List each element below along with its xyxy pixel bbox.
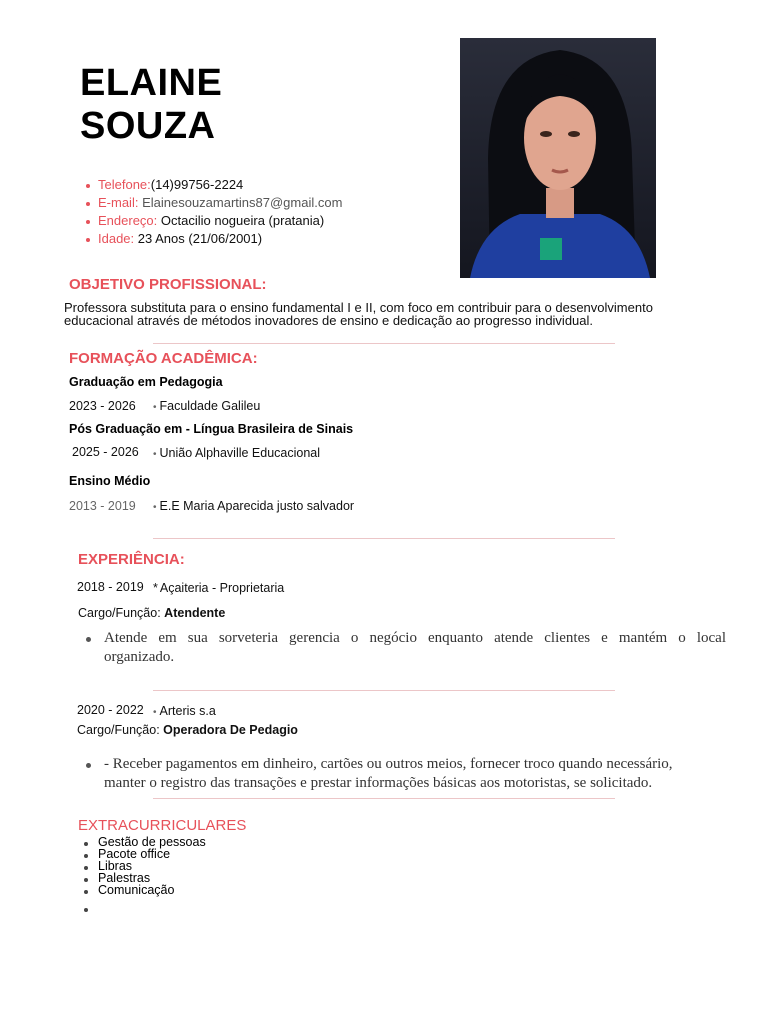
age-value: 23 Anos (21/06/2001) — [137, 231, 263, 246]
address-value: Octacilio nogueira (pratania) — [160, 213, 325, 228]
job-description — [86, 629, 726, 667]
objective-line-1: Professora substituta para o ensino fundamental I e II, com foco em contribuir para o desenvolvimento — [64, 300, 653, 315]
description-item — [86, 629, 726, 667]
extracurricular-title: EXTRACURRICULARES — [78, 817, 247, 834]
phone-value: (14)99756-2224 — [150, 177, 244, 192]
contact-email — [86, 194, 342, 212]
age-label: Idade: — [98, 231, 135, 246]
objective-line-2: educacional através de métodos inovadores de ensino e dedicação ao progresso individual. — [64, 313, 594, 328]
role-value: Atendente — [164, 606, 226, 620]
education-course: Graduação em Pedagogia — [69, 375, 223, 389]
asterisk-marker: * — [153, 581, 158, 595]
extracurricular-list — [84, 836, 206, 914]
job-description — [86, 755, 726, 793]
job-company: * Açaiteria - Proprietaria — [153, 581, 285, 595]
job-period: 2018 - 2019 — [77, 580, 144, 594]
education-period: 2023 - 2026 — [69, 399, 136, 413]
email-value: Elainesouzamartins87@gmail.com — [142, 195, 343, 210]
contact-age — [86, 230, 342, 248]
education-institution: • Faculdade Galileu — [153, 399, 260, 413]
divider — [153, 538, 615, 539]
address-label: Endereço: — [98, 213, 158, 228]
candidate-name — [80, 62, 222, 148]
education-institution: • E.E Maria Aparecida justo salvador — [153, 499, 354, 513]
role-label: Cargo/Função: — [77, 723, 160, 737]
first-name: ELAINE — [80, 62, 223, 104]
extracurricular-item: Palestras — [84, 872, 206, 884]
education-institution: • União Alphaville Educacional — [153, 446, 320, 460]
job-role — [78, 606, 225, 620]
description-item — [86, 755, 726, 793]
extracurricular-item: Gestão de pessoas — [84, 836, 206, 848]
education-period: 2013 - 2019 — [69, 499, 136, 513]
contact-address — [86, 212, 342, 230]
description-line-2: manter o registro das transações e prestar informações básicas aos motoristas, se solicitado. — [104, 775, 653, 791]
divider — [153, 343, 615, 344]
description-line-2: organizado. — [104, 649, 175, 665]
experience-title: EXPERIÊNCIA: — [78, 551, 185, 568]
contact-list — [86, 176, 342, 248]
extracurricular-item: Comunicação — [84, 884, 206, 896]
education-title: FORMAÇÃO ACADÊMICA: — [69, 350, 258, 367]
contact-phone — [86, 176, 342, 194]
objective-title: OBJETIVO PROFISSIONAL: — [69, 276, 267, 293]
divider — [153, 690, 615, 691]
education-course: Ensino Médio — [69, 474, 151, 488]
description-line-1: - Receber pagamentos em dinheiro, cartões ou outros meios, fornecer troco quando necessário, — [104, 756, 673, 772]
role-label: Cargo/Função: — [78, 606, 161, 620]
divider — [153, 798, 615, 799]
extracurricular-item — [84, 902, 206, 914]
job-period: 2020 - 2022 — [77, 703, 144, 717]
objective-text — [64, 301, 744, 327]
role-value: Operadora De Pedagio — [163, 723, 298, 737]
extracurricular-item: Pacote office — [84, 848, 206, 860]
job-role — [77, 723, 298, 737]
education-course: Pós Graduação em - Língua Brasileira de Sinais — [69, 422, 354, 436]
job-company: • Arteris s.a — [153, 704, 216, 718]
description-line-1: Atende em sua sorveteria gerencia o negócio enquanto atende clientes e mantém o local — [104, 630, 726, 646]
portrait-image — [460, 38, 656, 278]
profile-photo — [460, 38, 656, 278]
email-label: E-mail: — [98, 195, 139, 210]
last-name: SOUZA — [80, 105, 216, 147]
phone-label: Telefone: — [98, 177, 151, 192]
education-period: 2025 - 2026 — [72, 445, 139, 459]
extracurricular-item: Libras — [84, 860, 206, 872]
